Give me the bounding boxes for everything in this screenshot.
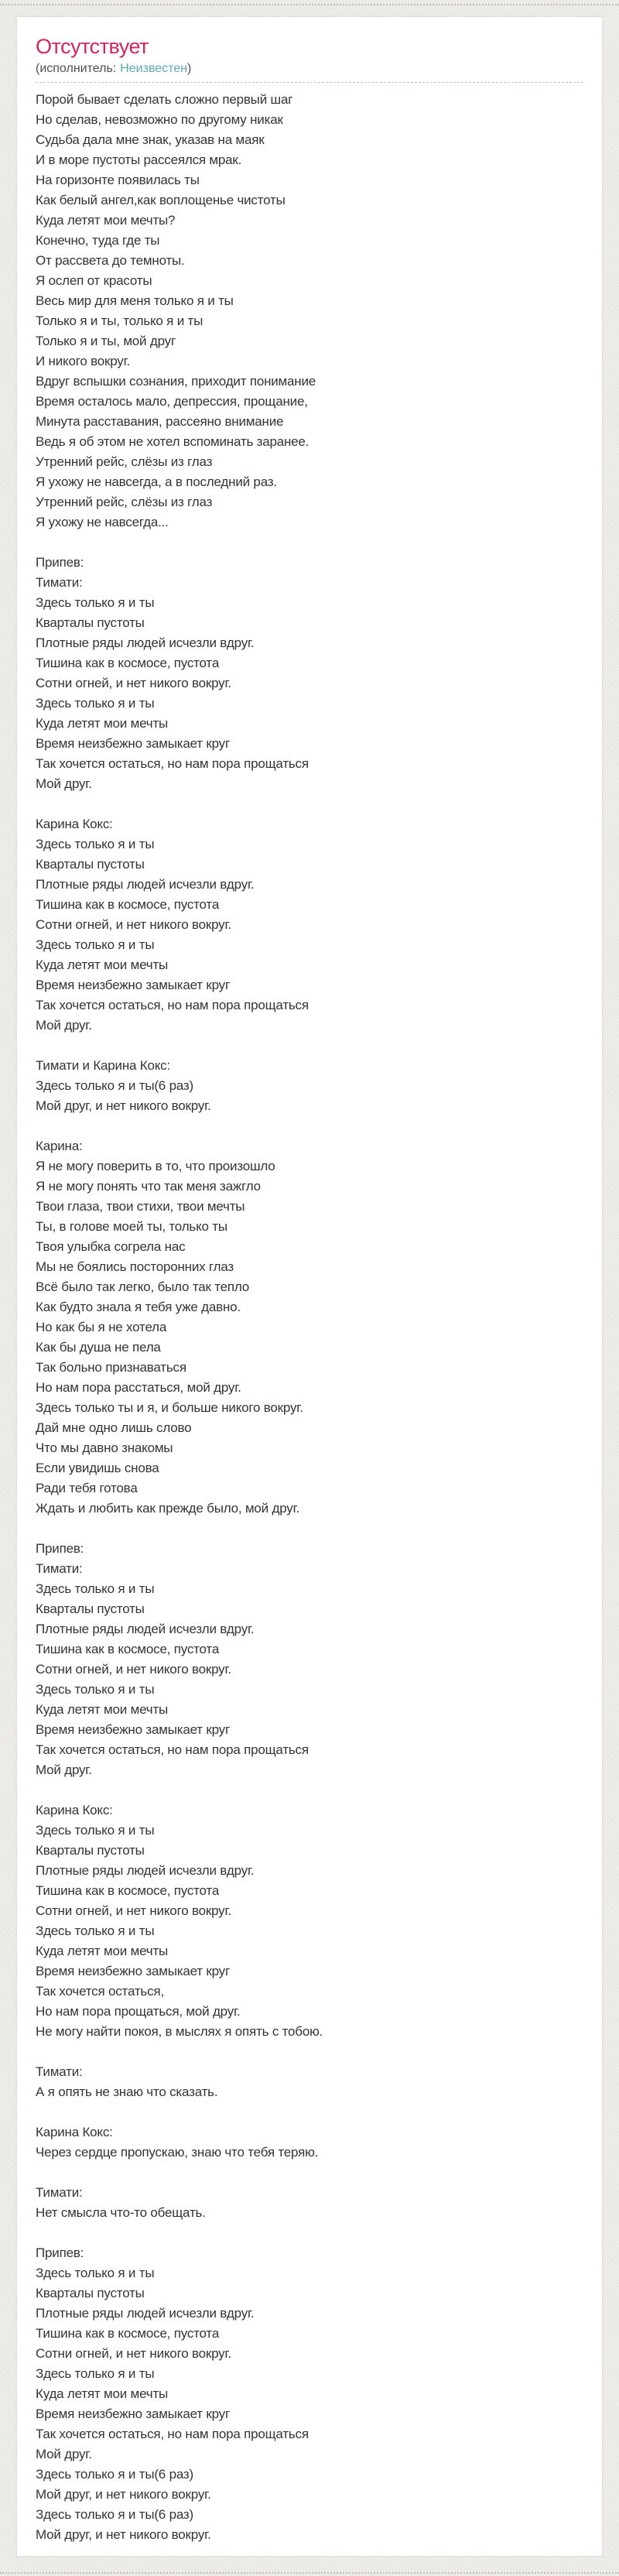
lyric-line: Плотные ряды людей исчезли вдруг. xyxy=(36,877,255,892)
lyric-blank-line xyxy=(36,533,583,553)
lyric-line: Здесь только я и ты xyxy=(36,837,155,852)
lyric-blank-line xyxy=(36,2223,583,2243)
lyric-line: Здесь только я и ты xyxy=(36,1581,155,1597)
lyric-line: Кварталы пустоты xyxy=(36,1843,145,1858)
lyric-blank-line xyxy=(36,2102,583,2122)
lyric-line: Время осталось мало, депрессия, прощание, xyxy=(36,394,308,409)
lyric-line: Куда летят мои мечты xyxy=(36,957,169,973)
lyric-line: Карина: xyxy=(36,1139,83,1154)
artist-link[interactable]: Неизвестен xyxy=(120,62,188,76)
lyric-line: Что мы давно знакомы xyxy=(36,1440,173,1456)
lyric-line: Плотные ряды людей исчезли вдруг. xyxy=(36,635,255,651)
lyric-line: Сотни огней, и нет никого вокруг. xyxy=(36,676,231,691)
lyric-blank-line xyxy=(36,1116,583,1136)
lyric-line: Не могу найти покоя, в мыслях я опять с тобою. xyxy=(36,2024,323,2040)
page-top-dotted-border xyxy=(0,4,619,5)
lyric-line: Кварталы пустоты xyxy=(36,857,145,872)
lyric-line: И никого вокруг. xyxy=(36,354,131,369)
lyric-line: Так хочется остаться, но нам пора прощаться xyxy=(36,756,309,772)
lyric-line: Плотные ряды людей исчезли вдруг. xyxy=(36,1863,255,1879)
lyric-line: Здесь только я и ты(6 раз) xyxy=(36,2467,193,2482)
lyric-line: Карина Кокс: xyxy=(36,2125,113,2140)
lyric-line: Тишина как в космосе, пустота xyxy=(36,1642,220,1657)
lyric-line: Куда летят мои мечты xyxy=(36,716,169,731)
lyric-line: Через сердце пропускаю, знаю что тебя теряю. xyxy=(36,2145,319,2160)
lyric-line: Куда летят мои мечты xyxy=(36,1702,169,1718)
lyric-line: Так больно признаваться xyxy=(36,1360,186,1375)
lyric-blank-line xyxy=(36,1036,583,1056)
lyric-line: Как будто знала я тебя уже давно. xyxy=(36,1300,241,1315)
lyric-line: Как белый ангел,как воплощенье чистоты xyxy=(36,193,286,208)
lyric-line: Но сделав, невозможно по другому никак xyxy=(36,112,283,128)
lyric-line: Минута расставания, рассеяно внимание xyxy=(36,414,284,430)
lyric-line: Кварталы пустоты xyxy=(36,615,145,631)
artist-label-suffix: ) xyxy=(187,62,192,76)
lyric-blank-line xyxy=(36,2042,583,2062)
lyric-line: Мой друг, и нет никого вокруг. xyxy=(36,2487,211,2502)
lyric-line: Мой друг, и нет никого вокруг. xyxy=(36,2527,211,2543)
lyric-line: Я не могу понять что так меня зажгло xyxy=(36,1179,261,1194)
lyric-line: Плотные ряды людей исчезли вдруг. xyxy=(36,1622,255,1637)
lyric-line: Сотни огней, и нет никого вокруг. xyxy=(36,1662,231,1677)
lyric-line: Но нам пора прощаться, мой друг. xyxy=(36,2004,241,2019)
lyric-line: Я не могу поверить в то, что произошло xyxy=(36,1159,275,1174)
lyric-line: И в море пустоты рассеялся мрак. xyxy=(36,152,242,168)
lyric-blank-line xyxy=(36,2163,583,2183)
lyric-line: Время неизбежно замыкает круг xyxy=(36,736,230,752)
lyric-line: Тимати: xyxy=(36,2064,83,2080)
lyric-line: Нет смысла что-то обещать. xyxy=(36,2205,206,2221)
lyrics-text xyxy=(36,90,583,2545)
lyric-line: Здесь только ты и я, и больше никого вокруг. xyxy=(36,1400,303,1416)
lyric-line: Тишина как в космосе, пустота xyxy=(36,656,220,671)
lyric-line: Только я и ты, только я и ты xyxy=(36,313,203,329)
lyric-line: А я опять не знаю что сказать. xyxy=(36,2084,218,2100)
lyric-line: Утренний рейс, слёзы из глаз xyxy=(36,495,213,510)
lyric-line: Здесь только я и ты xyxy=(36,1682,155,1697)
lyric-line: Время неизбежно замыкает круг xyxy=(36,978,230,993)
lyric-line: Всё было так легко, было так тепло xyxy=(36,1279,250,1295)
lyric-blank-line xyxy=(36,1780,583,1800)
lyric-line: Припев: xyxy=(36,2245,84,2261)
lyric-line: Здесь только я и ты xyxy=(36,937,155,953)
lyric-line: Куда летят мои мечты xyxy=(36,2386,169,2402)
lyric-line: Вдруг вспышки сознания, приходит понимание xyxy=(36,374,316,389)
lyric-line: Припев: xyxy=(36,1541,84,1557)
lyric-line: Ждать и любить как прежде было, мой друг. xyxy=(36,1501,300,1516)
lyric-line: Я ухожу не навсегда, а в последний раз. xyxy=(36,474,277,490)
lyric-line: Плотные ряды людей исчезли вдруг. xyxy=(36,2306,255,2321)
lyric-line: Время неизбежно замыкает круг xyxy=(36,1722,230,1738)
lyric-blank-line xyxy=(36,1519,583,1539)
lyric-line: Конечно, туда где ты xyxy=(36,233,160,248)
lyric-line: Здесь только я и ты xyxy=(36,595,155,611)
lyric-line: Тимати: xyxy=(36,2185,83,2201)
lyric-line: Тимати: xyxy=(36,1561,83,1577)
lyric-line: Мой друг. xyxy=(36,2447,92,2462)
lyric-line: Только я и ты, мой друг xyxy=(36,334,176,349)
page-bottom-dotted-border xyxy=(0,2572,619,2574)
lyric-line: Я ухожу не навсегда... xyxy=(36,515,169,530)
lyric-line: Дай мне одно лишь слово xyxy=(36,1420,192,1436)
lyric-line: Здесь только я и ты xyxy=(36,1923,155,1939)
lyric-line: Сотни огней, и нет никого вокруг. xyxy=(36,917,231,933)
song-title: Отсутствует xyxy=(36,35,149,58)
lyric-line: Если увидишь снова xyxy=(36,1461,159,1476)
lyric-line: Тишина как в космосе, пустота xyxy=(36,2326,220,2341)
lyric-line: Утренний рейс, слёзы из глаз xyxy=(36,454,213,470)
lyric-blank-line xyxy=(36,794,583,814)
lyrics-card xyxy=(16,16,603,2557)
lyric-line: Здесь только я и ты(6 раз) xyxy=(36,1078,193,1094)
lyric-line: Тишина как в космосе, пустота xyxy=(36,897,220,913)
lyric-line: Куда летят мои мечты xyxy=(36,1944,169,1959)
artist-label-prefix: (исполнитель: xyxy=(36,62,117,76)
lyric-line: Я ослеп от красоты xyxy=(36,273,152,289)
lyric-line: Здесь только я и ты xyxy=(36,696,155,711)
lyric-line: Куда летят мои мечты? xyxy=(36,213,176,228)
lyric-line: Мой друг, и нет никого вокруг. xyxy=(36,1098,211,1114)
lyric-line: Время неизбежно замыкает круг xyxy=(36,1964,230,1979)
lyric-line: Тишина как в космосе, пустота xyxy=(36,1883,220,1899)
lyric-line: Но нам пора расстаться, мой друг. xyxy=(36,1380,241,1396)
lyric-line: Так хочется остаться, но нам пора прощаться xyxy=(36,2427,309,2442)
lyric-line: Тимати: xyxy=(36,575,83,591)
lyric-line: Мой друг. xyxy=(36,1018,92,1033)
lyric-line: Сотни огней, и нет никого вокруг. xyxy=(36,1903,231,1919)
lyric-line: Твоя улыбка согрела нас xyxy=(36,1239,186,1255)
lyric-line: Сотни огней, и нет никого вокруг. xyxy=(36,2346,231,2362)
lyric-line: Весь мир для меня только я и ты xyxy=(36,293,234,309)
lyric-line: Судьба дала мне знак, указав на маяк xyxy=(36,132,265,148)
lyric-line: Так хочется остаться, но нам пора прощаться xyxy=(36,1742,309,1758)
lyric-line: Так хочется остаться, xyxy=(36,1984,164,1999)
lyric-line: Твои глаза, твои стихи, твои мечты xyxy=(36,1199,245,1214)
lyric-line: Мой друг. xyxy=(36,1762,92,1778)
artist-line xyxy=(36,61,583,83)
lyric-line: Тимати и Карина Кокс: xyxy=(36,1058,171,1074)
lyric-line: Карина Кокс: xyxy=(36,1803,113,1818)
lyric-line: Здесь только я и ты xyxy=(36,2366,155,2382)
lyric-line: Порой бывает сделать сложно первый шаг xyxy=(36,92,293,108)
lyric-line: Припев: xyxy=(36,555,84,570)
lyric-line: На горизонте появилась ты xyxy=(36,173,200,188)
lyric-line: Карина Кокс: xyxy=(36,817,113,832)
lyric-line: От рассвета до темноты. xyxy=(36,253,185,269)
lyric-line: Кварталы пустоты xyxy=(36,1601,145,1617)
lyric-line: Здесь только я и ты(6 раз) xyxy=(36,2507,193,2523)
lyric-line: Ты, в голове моей ты, только ты xyxy=(36,1219,227,1235)
lyric-line: Время неизбежно замыкает круг xyxy=(36,2406,230,2422)
lyric-line: Но как бы я не хотела xyxy=(36,1320,167,1335)
lyric-line: Как бы душа не пела xyxy=(36,1340,161,1355)
lyric-line: Ведь я об этом не хотел вспоминать заранее. xyxy=(36,434,310,450)
lyric-line: Мой друг. xyxy=(36,776,92,792)
lyric-line: Ради тебя готова xyxy=(36,1481,138,1496)
lyric-line: Мы не боялись посторонних глаз xyxy=(36,1259,234,1275)
lyric-line: Кварталы пустоты xyxy=(36,2286,145,2301)
lyric-line: Здесь только я и ты xyxy=(36,2266,155,2281)
lyric-line: Так хочется остаться, но нам пора прощаться xyxy=(36,998,309,1013)
lyric-line: Здесь только я и ты xyxy=(36,1823,155,1838)
